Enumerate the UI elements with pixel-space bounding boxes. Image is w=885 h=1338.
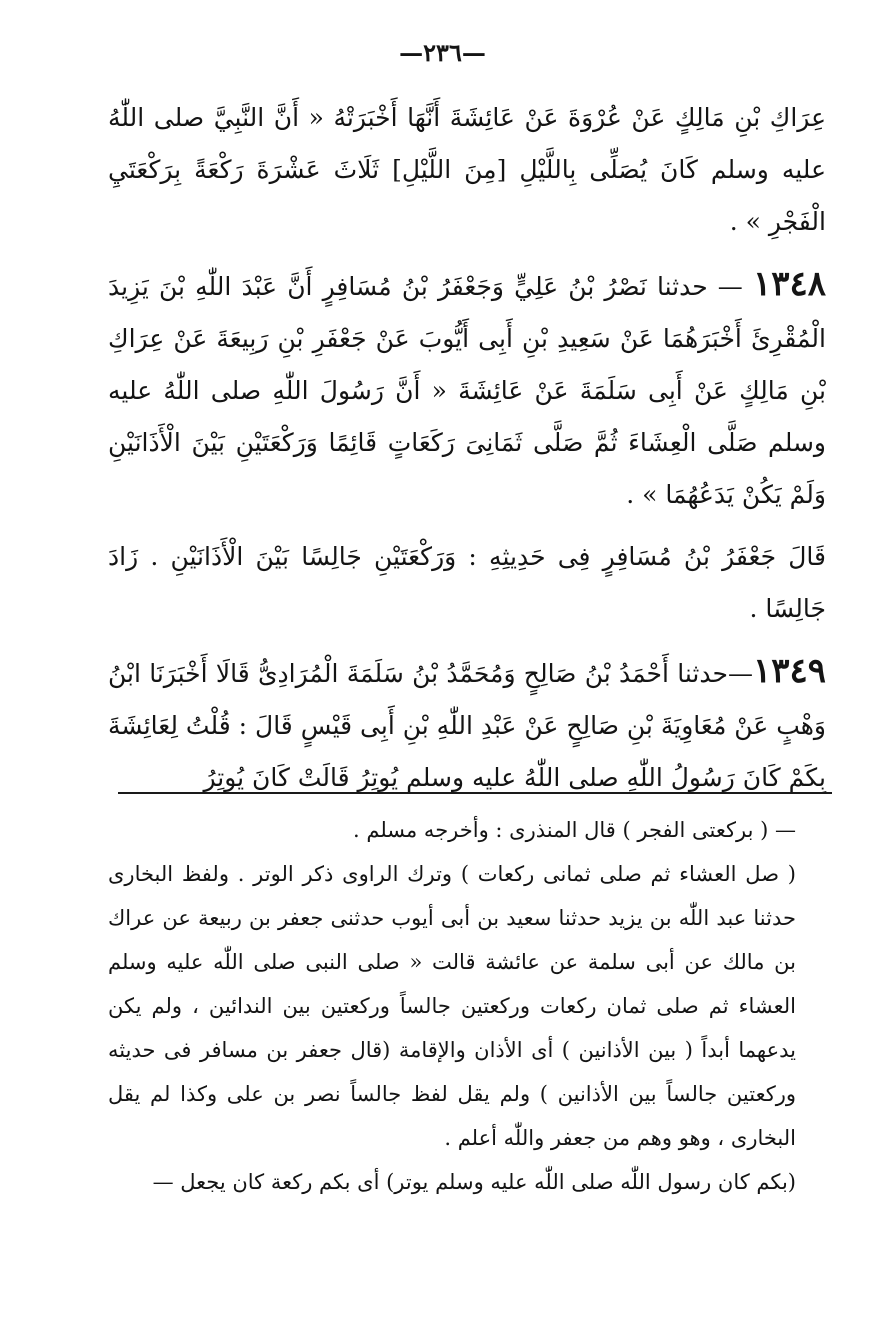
main-paragraph-jafar-note: قَالَ جَعْفَرُ بْنُ مُسَافِرٍ فِى حَدِيثِهِ : وَرَكْعَتَيْنِ جَالِسًا بَيْنَ الْأَذَانَيْنِ . زَادَ جَالِسًا . [108,542,826,623]
hadith-number-1349: ١٣٤٩ [752,651,826,691]
hadith-number-1348: ١٣٤٨ [752,264,826,304]
hadith-1348-text: — حدثنا نَصْرُ بْنُ عَلِيٍّ وَجَعْفَرُ بْنُ مُسَافِرٍ أَنَّ عَبْدَ اللّٰهِ بْنَ يَزِيدَ الْمُقْرِئَ أَخْبَرَهُمَا عَنْ سَعِيدِ بْنِ أَبِى أَيُّوبَ عَنْ جَعْفَرِ بْنِ رَبِيعَةَ عَنْ عِرَاكِ بْنِ مَالِكٍ عَنْ أَبِى سَلَمَةَ عَنْ عَائِشَةَ « أَنَّ رَسُولَ اللّٰهِ صلى اللّٰهُ عليه وسلم صَلَّى الْعِشَاءَ ثُمَّ صَلَّى ثَمَانِىَ رَكَعَاتٍ قَائِمًا وَرَكْعَتَيْنِ بَيْنَ الْأَذَانَيْنِ وَلَمْ يَكُنْ يَدَعُهُمَا » . [108,272,826,509]
page-number: —٢٣٦— [399,38,486,67]
footnote-2: ( صل العشاء ثم صلى ثمانى ركعات ) وترك الراوى ذكر الوتر . ولفظ البخارى حدثنا عبد اللّٰه بن يزيد حدثنا سعيد بن أبى أيوب حدثنى جعفر بن ربيعة عن عراك بن مالك عن أبى سلمة عن عائشة قالت « صلى النبى صلى اللّٰه عليه وسلم العشاء ثم صلى ثمان ركعات وركعتين جالساً وركعتين بين الندائين ، ولم يكن يدعهما أبداً ( بين الأذانين ) أى الأذان والإقامة (قال جعفر بن مسافر فى حديثه وركعتين جالساً بين الأذانين ) ولم يقل لفظ جالساً نصر بن على وكذا لم يقل البخارى ، وهو وهم من جعفر واللّٰه أعلم . [108,862,796,1150]
hadith-1348 [108,258,826,521]
footnote-divider [118,792,832,794]
hadith-1349-text: —حدثنا أَحْمَدُ بْنُ صَالِحٍ وَمُحَمَّدُ بْنُ سَلَمَةَ الْمُرَادِىُّ قَالَا أَخْبَرَنَا ابْنُ وَهْبٍ عَنْ مُعَاوِيَةَ بْنِ صَالِحٍ عَنْ عَبْدِ اللّٰهِ بْنِ أَبِى قَيْسٍ قَالَ : قُلْتُ لِعَائِشَةَ بِكَمْ كَانَ رَسُولُ اللّٰهِ صلى اللّٰهُ عليه وسلم يُوتِرُ قَالَتْ كَانَ يُوتِرُ [108,659,826,792]
footnote-3: (بكم كان رسول اللّٰه صلى اللّٰه عليه وسلم يوتر) أى بكم ركعة كان يجعل — [152,1170,796,1194]
footnote-1: — ( بركعتى الفجر ) قال المنذرى : وأخرجه مسلم . [353,818,796,842]
main-text [108,92,826,804]
footnotes [108,808,826,1204]
hadith-1349 [108,645,826,804]
main-paragraph-continuation: عِرَاكِ بْنِ مَالِكٍ عَنْ عُرْوَةَ عَنْ عَائِشَةَ أَنَّهَا أَخْبَرَتْهُ « أَنَّ النَّبِيَّ صلى اللّٰهُ عليه وسلم كَانَ يُصَلِّى بِاللَّيْلِ [مِنَ اللَّيْلِ] ثَلَاثَ عَشْرَةَ رَكْعَةً بِرَكْعَتَيِ الْفَجْرِ » . [108,103,826,236]
